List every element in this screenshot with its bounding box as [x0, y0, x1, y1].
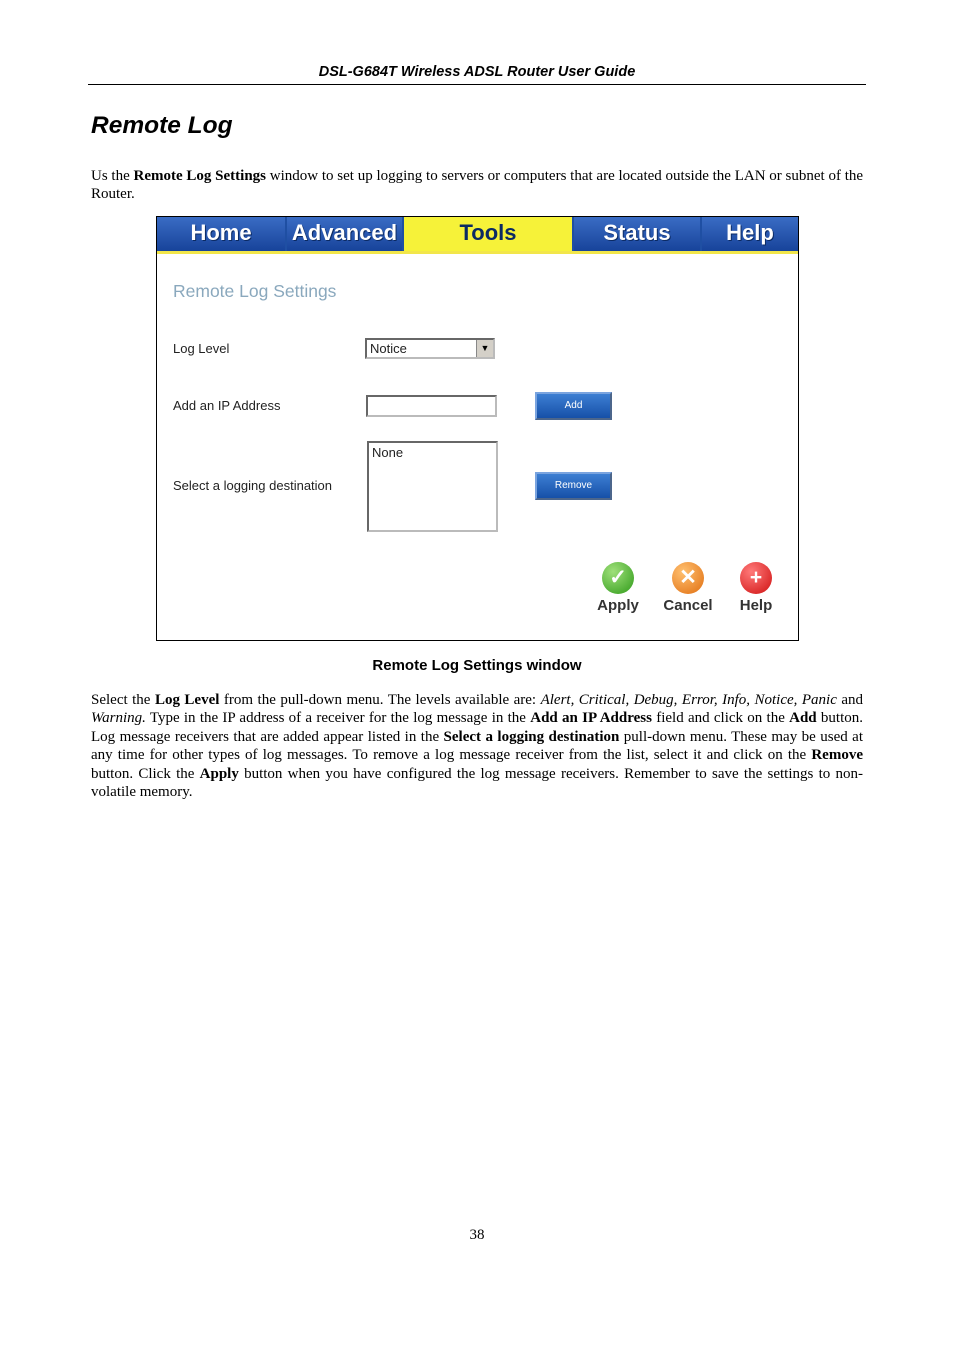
running-header: DSL-G684T Wireless ADSL Router User Guide — [88, 64, 866, 85]
checkmark-icon: ✓ — [602, 562, 634, 594]
cancel-label: Cancel — [663, 597, 713, 614]
tab-tools[interactable]: Tools — [404, 217, 572, 251]
apply-button[interactable] — [588, 562, 648, 614]
page-number: 38 — [469, 1227, 485, 1243]
ip-address-input[interactable] — [366, 395, 497, 417]
remote-log-screenshot — [156, 216, 799, 641]
add-button[interactable]: Add — [535, 392, 612, 420]
list-item[interactable]: None — [372, 445, 404, 460]
dropdown-arrow-icon[interactable]: ▼ — [476, 340, 493, 357]
figure-caption: Remote Log Settings window — [372, 657, 582, 674]
x-icon: ✕ — [672, 562, 704, 594]
tab-home[interactable]: Home — [157, 217, 285, 251]
help-label: Help — [739, 597, 773, 614]
tab-advanced[interactable]: Advanced — [287, 217, 402, 251]
panel-title: Remote Log Settings — [173, 281, 337, 301]
body-paragraph: Select the Log Level from the pull-down menu. The levels available are: Alert, Critical, Debug, Error, Info, Notice, Panic and Warning. Type in the IP address of a receiver for the log message in the Add an IP Address field and click on the Add button. Log message receivers that are added appear listed in the Select a logging destination pull-down menu. These may be used at any time for other types of log messages. To remove a log message receiver from the list, select it and click on the Remove button. Click the Apply button when you have configured the log message receivers. Remember to save the settings to non-volatile memory. — [91, 692, 863, 801]
plus-icon: + — [740, 562, 772, 594]
intro-paragraph: Us the Remote Log Settings window to set up logging to servers or computers that are located outside the LAN or subnet of the Router. — [91, 168, 864, 203]
tab-status[interactable]: Status — [574, 217, 700, 251]
section-title: Remote Log — [91, 112, 233, 139]
apply-label: Apply — [597, 597, 639, 614]
log-level-label: Log Level — [173, 341, 230, 356]
log-level-value: Notice — [370, 341, 407, 356]
destination-label: Select a logging destination — [173, 478, 333, 493]
help-button[interactable] — [726, 562, 786, 614]
nav-bar — [157, 217, 798, 254]
remove-button[interactable]: Remove — [535, 472, 612, 500]
add-ip-label: Add an IP Address — [173, 398, 281, 413]
tab-help[interactable]: Help — [702, 217, 798, 251]
destination-listbox[interactable] — [367, 441, 498, 532]
cancel-button[interactable] — [658, 562, 718, 614]
log-level-select[interactable] — [365, 338, 495, 359]
